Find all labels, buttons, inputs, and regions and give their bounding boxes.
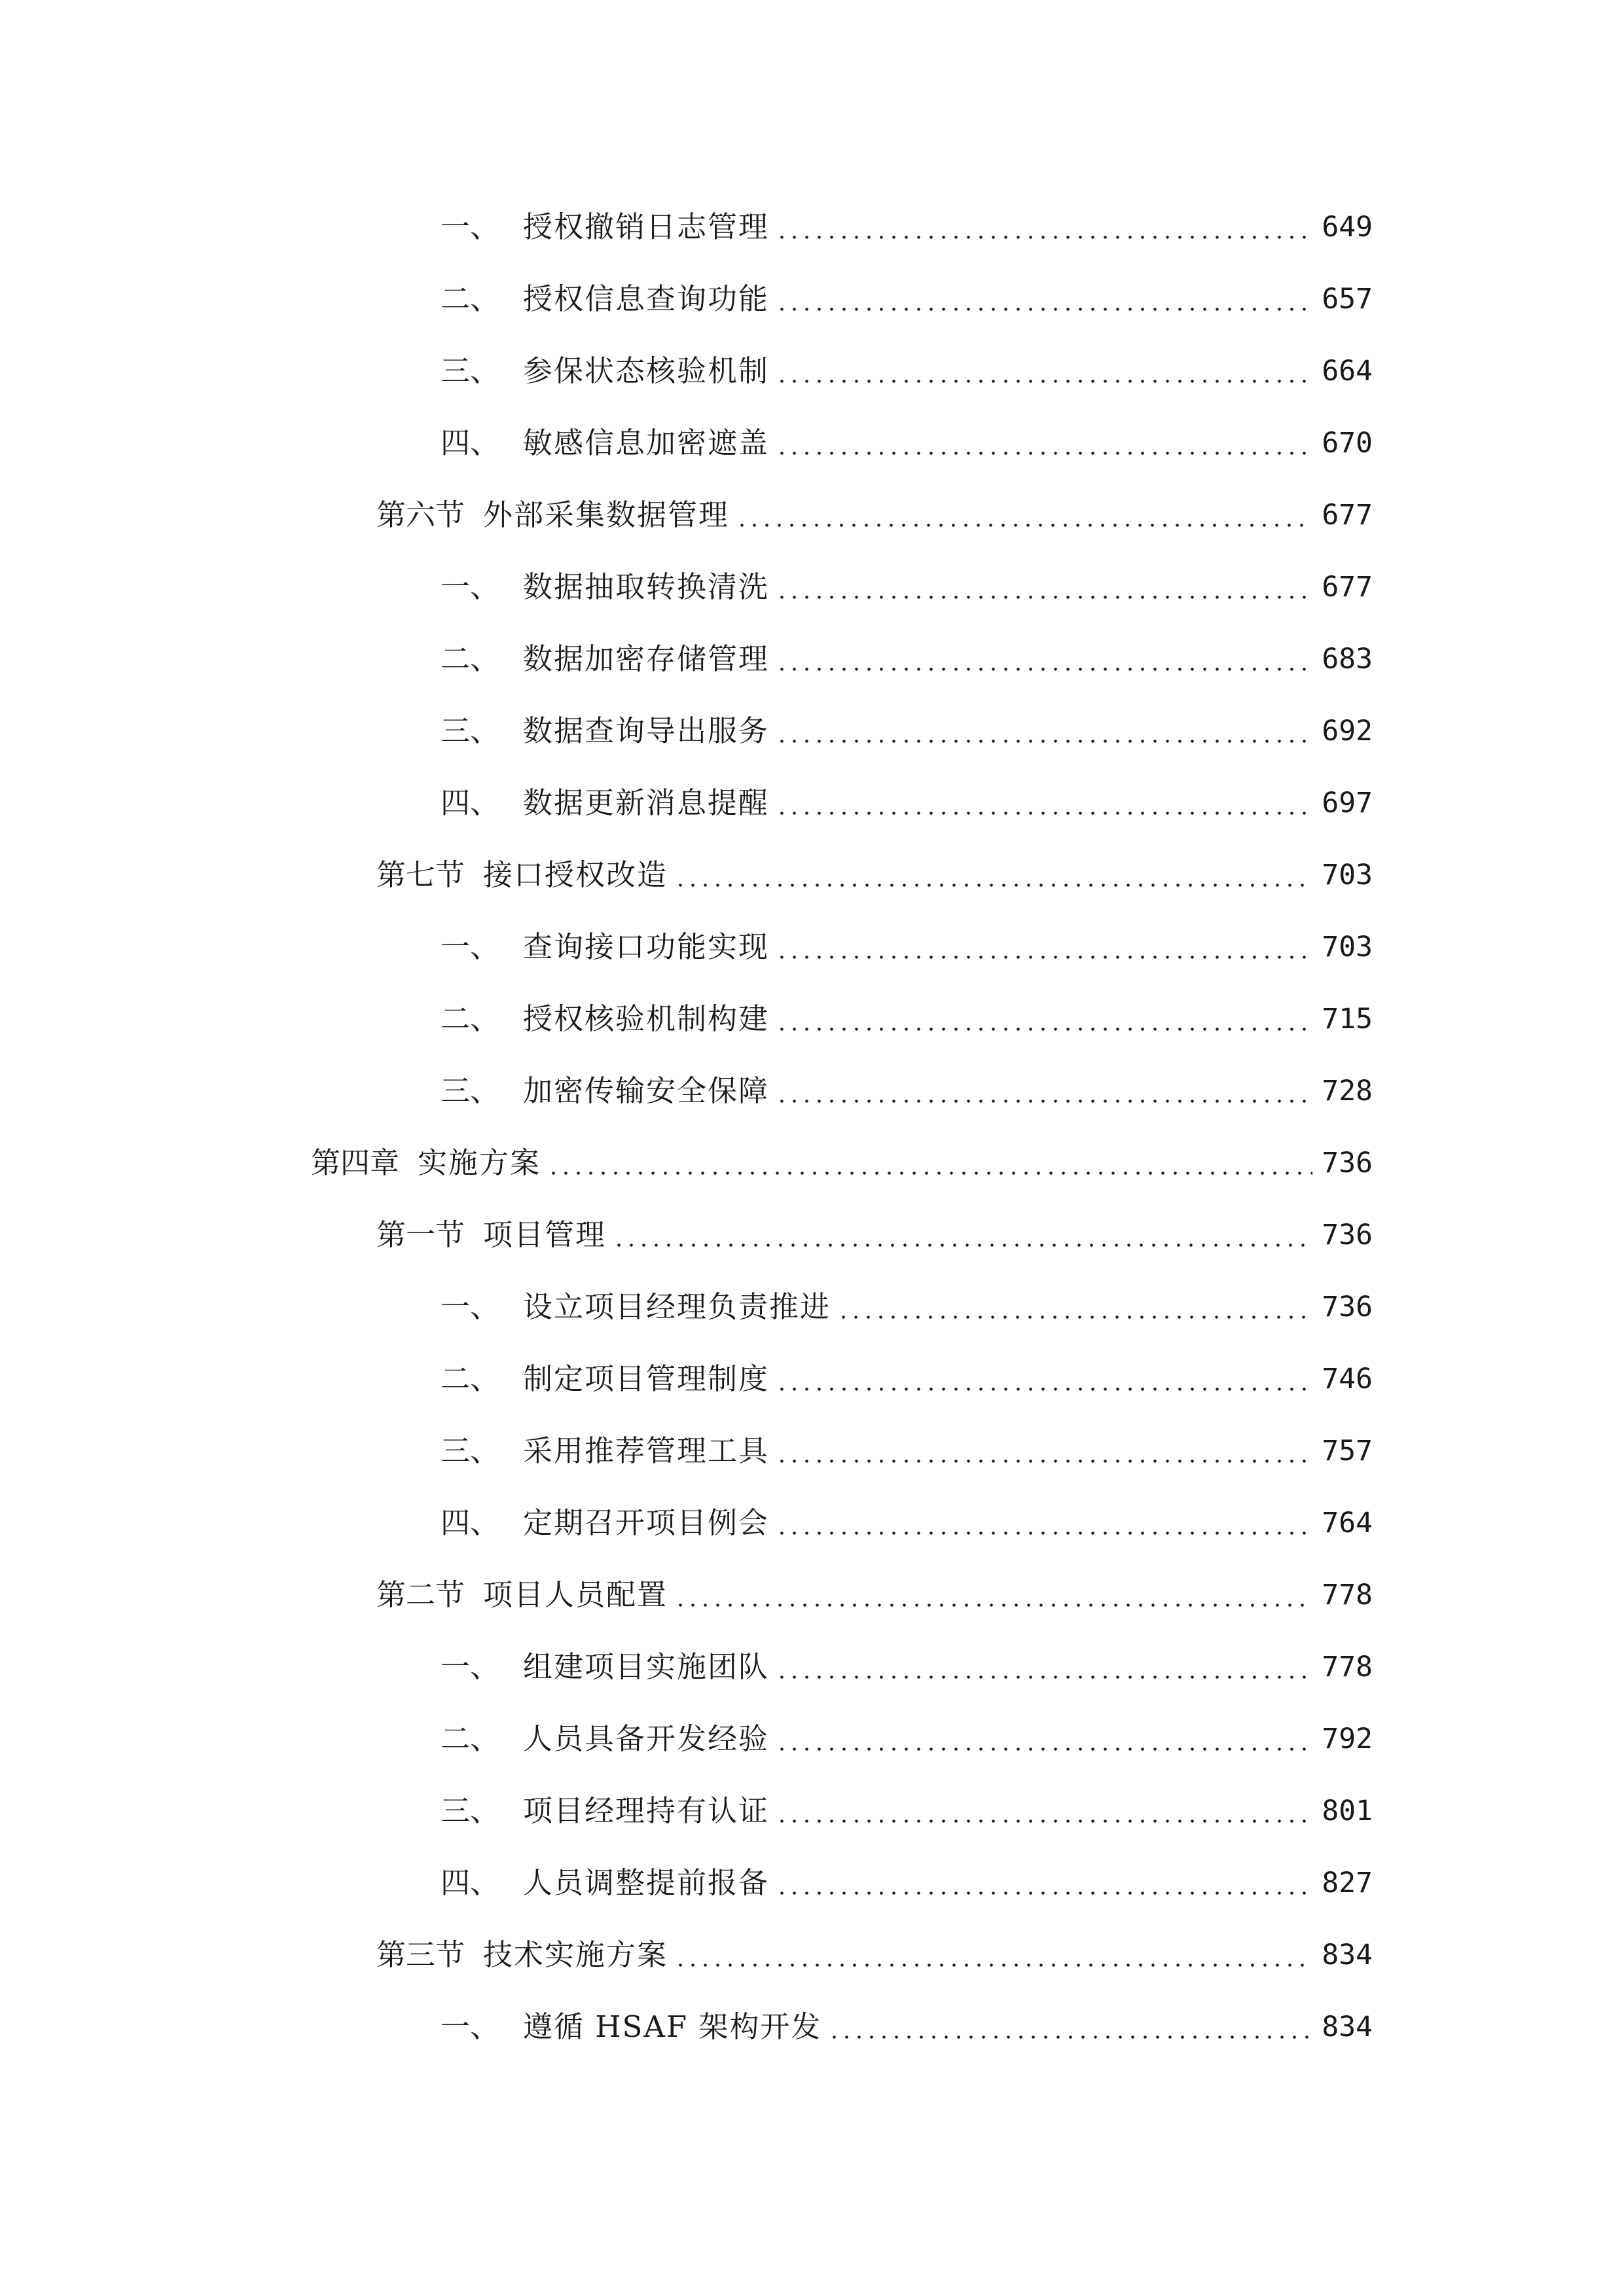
- toc-entry-page-number: 703: [1322, 859, 1373, 891]
- toc-entry-number: 一、: [441, 1289, 500, 1324]
- toc-entry-title: 项目人员配置: [483, 1577, 668, 1612]
- toc-entry-number: 第一节: [376, 1217, 465, 1252]
- dot-leader: [613, 1206, 1312, 1265]
- dot-leader: [776, 1494, 1312, 1552]
- toc-entry-title: 数据抽取转换清洗: [523, 569, 770, 604]
- toc-entry-title: 实施方案: [418, 1145, 541, 1180]
- toc-entry-number: 三、: [441, 713, 500, 748]
- toc-entry-line: [441, 702, 1373, 761]
- toc-entry-title: 数据更新消息提醒: [523, 785, 770, 820]
- dot-leader: [776, 558, 1312, 617]
- toc-entry-number: 一、: [441, 569, 500, 604]
- toc-entry-page-number: 697: [1322, 787, 1373, 819]
- toc-entry-line: [441, 1998, 1373, 2056]
- toc-entry-line: [441, 1278, 1373, 1336]
- toc-entry-line: [441, 990, 1373, 1049]
- toc-entry-number: 三、: [441, 353, 500, 388]
- toc-entry[interactable]: [0, 342, 1624, 414]
- dot-leader: [776, 414, 1312, 473]
- toc-entry[interactable]: [0, 1278, 1624, 1350]
- dot-leader: [776, 1062, 1312, 1121]
- toc-entry-line: [441, 1782, 1373, 1840]
- toc-entry-line: [441, 1494, 1373, 1552]
- dot-leader: [837, 1278, 1312, 1336]
- toc-entry-title: 外部采集数据管理: [483, 497, 730, 532]
- toc-entry-line: [441, 342, 1373, 401]
- toc-entry-title: 数据加密存储管理: [523, 641, 770, 676]
- toc-entry-line: [311, 1134, 1373, 1193]
- toc-entry-page-number: 657: [1322, 283, 1373, 315]
- toc-entry-title: 遵循 HSAF 架构开发: [523, 2009, 822, 2044]
- toc-entry-line: [376, 846, 1373, 905]
- toc-entry-title: 授权撤销日志管理: [523, 209, 770, 244]
- toc-entry-line: [441, 1350, 1373, 1408]
- toc-entry-title: 设立项目经理负责推进: [523, 1289, 831, 1324]
- toc-entry-page-number: 664: [1322, 355, 1373, 387]
- dot-leader: [736, 486, 1312, 545]
- toc-entry-page-number: 827: [1322, 1867, 1373, 1899]
- toc-entry[interactable]: [0, 1638, 1624, 1710]
- toc-entry-title: 人员具备开发经验: [523, 1721, 770, 1756]
- toc-entry-line: [441, 1638, 1373, 1696]
- toc-entry-title: 敏感信息加密遮盖: [523, 425, 770, 460]
- toc-entry-line: [441, 414, 1373, 473]
- toc-entry-line: [441, 1422, 1373, 1480]
- toc-entry-line: [441, 918, 1373, 977]
- toc-entry-page-number: 792: [1322, 1723, 1373, 1755]
- toc-entry[interactable]: [0, 414, 1624, 486]
- dot-leader: [776, 1710, 1312, 1768]
- toc-entry-title: 授权信息查询功能: [523, 281, 770, 316]
- toc-entry-page-number: 736: [1322, 1291, 1373, 1323]
- toc-entry[interactable]: [0, 918, 1624, 990]
- toc-entry-line: [441, 198, 1373, 257]
- dot-leader: [674, 846, 1312, 905]
- toc-entry-page-number: 778: [1322, 1579, 1373, 1611]
- toc-entry[interactable]: [0, 702, 1624, 774]
- toc-entry-title: 接口授权改造: [483, 857, 668, 892]
- toc-entry[interactable]: [0, 1422, 1624, 1494]
- toc-entry-page-number: 670: [1322, 427, 1373, 459]
- toc-entry[interactable]: [0, 1134, 1624, 1206]
- toc-entry-page-number: 834: [1322, 1939, 1373, 1971]
- toc-entry-page-number: 736: [1322, 1147, 1373, 1179]
- toc-entry[interactable]: [0, 990, 1624, 1062]
- toc-entry-number: 第四章: [311, 1145, 400, 1180]
- toc-entry-title: 技术实施方案: [483, 1937, 668, 1972]
- toc-entry-page-number: 649: [1322, 211, 1373, 243]
- toc-entry-title: 采用推荐管理工具: [523, 1433, 770, 1468]
- toc-entry[interactable]: [0, 270, 1624, 342]
- toc-entry-number: 三、: [441, 1793, 500, 1828]
- toc-entry-page-number: 728: [1322, 1075, 1373, 1107]
- toc-entry-number: 二、: [441, 1361, 500, 1396]
- toc-entry-line: [441, 1710, 1373, 1768]
- toc-entry-title: 加密传输安全保障: [523, 1073, 770, 1108]
- dot-leader: [776, 702, 1312, 761]
- toc-entry-page-number: 834: [1322, 2011, 1373, 2043]
- toc-entry-number: 一、: [441, 1649, 500, 1684]
- toc-entry-number: 二、: [441, 1001, 500, 1036]
- toc-entry-line: [441, 270, 1373, 329]
- toc-entry-number: 四、: [441, 1865, 500, 1900]
- toc-entry[interactable]: [0, 1710, 1624, 1782]
- toc-entry-number: 二、: [441, 281, 500, 316]
- toc-entry-number: 三、: [441, 1433, 500, 1468]
- toc-entry-title: 授权核验机制构建: [523, 1001, 770, 1036]
- toc-entry[interactable]: [0, 1206, 1624, 1278]
- dot-leader: [776, 1350, 1312, 1408]
- toc-entry-title: 查询接口功能实现: [523, 929, 770, 964]
- toc-entry-page-number: 801: [1322, 1795, 1373, 1827]
- toc-entry-page-number: 683: [1322, 643, 1373, 675]
- toc-entry-title: 制定项目管理制度: [523, 1361, 770, 1396]
- toc-entry-title: 定期召开项目例会: [523, 1505, 770, 1540]
- toc-entry-page-number: 677: [1322, 499, 1373, 531]
- toc-entry-line: [441, 558, 1373, 617]
- dot-leader: [547, 1134, 1312, 1193]
- toc-entry-number: 一、: [441, 2009, 500, 2044]
- toc-entry-page-number: 703: [1322, 931, 1373, 963]
- toc-entry-number: 第三节: [376, 1937, 465, 1972]
- toc-entry-number: 四、: [441, 785, 500, 820]
- toc-entry[interactable]: [0, 630, 1624, 702]
- toc-entry-number: 三、: [441, 1073, 500, 1108]
- dot-leader: [776, 270, 1312, 329]
- toc-entry-title: 项目管理: [483, 1217, 607, 1252]
- dot-leader: [674, 1926, 1312, 1984]
- dot-leader: [776, 1422, 1312, 1480]
- toc-entry-line: [376, 1206, 1373, 1265]
- toc-entry-page-number: 736: [1322, 1219, 1373, 1251]
- dot-leader: [828, 1998, 1312, 2056]
- dot-leader: [776, 630, 1312, 689]
- toc-entry[interactable]: [0, 1782, 1624, 1854]
- toc-entry-line: [441, 1062, 1373, 1121]
- toc-entry[interactable]: [0, 1566, 1624, 1638]
- toc-entry-line: [376, 486, 1373, 545]
- dot-leader: [776, 1638, 1312, 1696]
- toc-entry-title: 数据查询导出服务: [523, 713, 770, 748]
- toc-entry-number: 四、: [441, 1505, 500, 1540]
- toc-entry[interactable]: [0, 1350, 1624, 1422]
- toc-entry-line: [441, 774, 1373, 833]
- toc-entry-number: 二、: [441, 641, 500, 676]
- toc-entry-line: [376, 1566, 1373, 1624]
- toc-entry-line: [441, 1854, 1373, 1912]
- toc-entry-title: 人员调整提前报备: [523, 1865, 770, 1900]
- toc-entry-page-number: 778: [1322, 1651, 1373, 1683]
- toc-entry-page-number: 715: [1322, 1003, 1373, 1035]
- toc-entry-number: 四、: [441, 425, 500, 460]
- dot-leader: [776, 198, 1312, 257]
- toc-entry-number: 第六节: [376, 497, 465, 532]
- toc-entry[interactable]: [0, 198, 1624, 270]
- toc-entry[interactable]: [0, 558, 1624, 630]
- dot-leader: [776, 990, 1312, 1049]
- dot-leader: [776, 1854, 1312, 1912]
- toc-entry[interactable]: [0, 774, 1624, 846]
- toc-entry[interactable]: [0, 1998, 1624, 2070]
- toc-entry-title: 组建项目实施团队: [523, 1649, 770, 1684]
- toc-entry[interactable]: [0, 846, 1624, 918]
- toc-entry[interactable]: [0, 1062, 1624, 1134]
- toc-entry-page-number: 677: [1322, 571, 1373, 603]
- toc-entry[interactable]: [0, 1494, 1624, 1566]
- toc-entry-title: 参保状态核验机制: [523, 353, 770, 388]
- toc-entry-page-number: 692: [1322, 715, 1373, 747]
- toc-entry[interactable]: [0, 1854, 1624, 1926]
- dot-leader: [776, 918, 1312, 977]
- dot-leader: [776, 342, 1312, 401]
- toc-entry[interactable]: [0, 486, 1624, 558]
- dot-leader: [776, 774, 1312, 833]
- toc-entry-line: [441, 630, 1373, 689]
- toc-entry-number: 一、: [441, 929, 500, 964]
- toc-entry-number: 二、: [441, 1721, 500, 1756]
- toc-entry[interactable]: [0, 1926, 1624, 1998]
- toc-entry-page-number: 764: [1322, 1507, 1373, 1539]
- toc-entry-page-number: 746: [1322, 1363, 1373, 1395]
- toc-entry-title: 项目经理持有认证: [523, 1793, 770, 1828]
- dot-leader: [674, 1566, 1312, 1624]
- toc-entry-number: 第七节: [376, 857, 465, 892]
- toc-entry-page-number: 757: [1322, 1435, 1373, 1467]
- table-of-contents: [0, 198, 1624, 2070]
- toc-entry-number: 第二节: [376, 1577, 465, 1612]
- toc-entry-number: 一、: [441, 209, 500, 244]
- toc-entry-line: [376, 1926, 1373, 1984]
- dot-leader: [776, 1782, 1312, 1840]
